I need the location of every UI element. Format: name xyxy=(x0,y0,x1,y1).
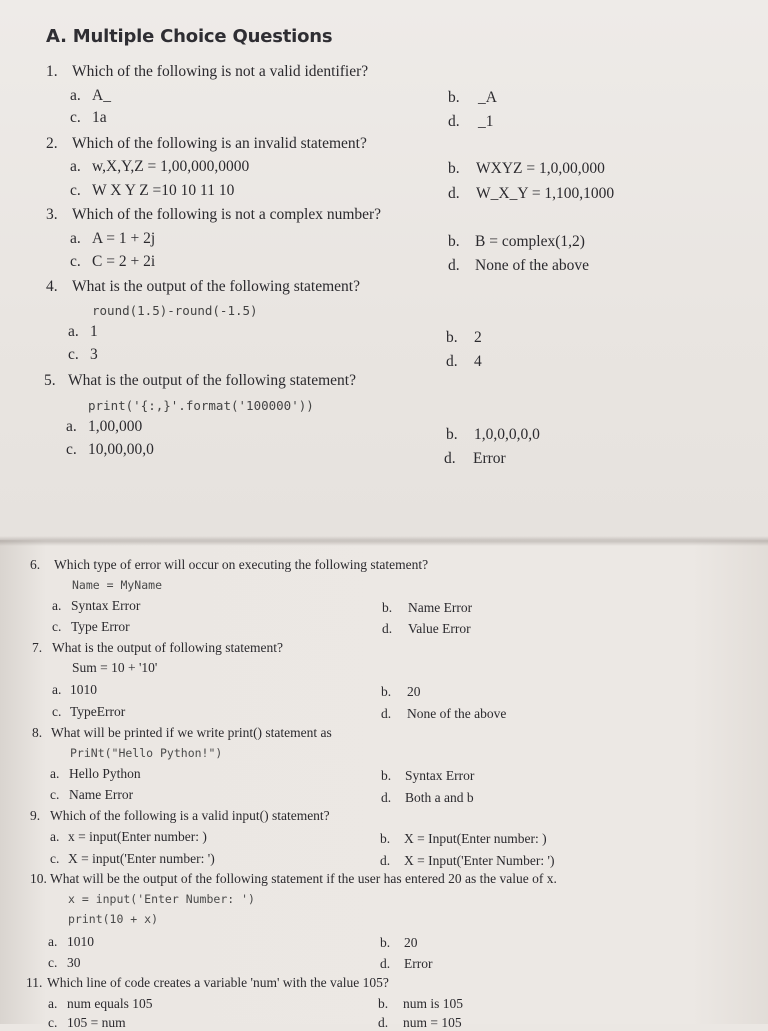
code-line: Sum = 10 + '10' xyxy=(72,660,158,675)
option-d: num = 105 xyxy=(403,1015,462,1030)
option-a: 1010 xyxy=(67,934,94,949)
option-label: c. xyxy=(50,787,60,802)
option-a: 1,00,000 xyxy=(88,418,143,435)
question-text: Which of the following is an invalid statement? xyxy=(72,135,367,152)
option-d: 4 xyxy=(474,353,482,370)
question-text: Which of the following is not a complex number? xyxy=(72,206,382,223)
option-label: b. xyxy=(381,684,392,699)
option-d: _1 xyxy=(478,113,494,130)
option-d: X = Input('Enter Number: ') xyxy=(404,853,555,868)
question-number: 1. xyxy=(46,63,58,80)
code-line: print(10 + x) xyxy=(68,912,159,926)
option-c: 10,00,00,0 xyxy=(88,441,154,458)
option-label: a. xyxy=(68,323,79,340)
option-label: d. xyxy=(380,853,391,868)
question-number: 2. xyxy=(46,135,58,152)
question-text: What will be the output of the following statement if the user has entered 20 as the value of x. xyxy=(50,871,557,886)
option-a: num equals 105 xyxy=(67,996,153,1011)
option-label: a. xyxy=(50,766,60,781)
option-label: d. xyxy=(381,790,392,805)
page-seam xyxy=(0,536,768,546)
question-text: Which of the following is not a valid identifier? xyxy=(72,63,369,80)
option-a: A = 1 + 2j xyxy=(92,230,156,247)
option-label: c. xyxy=(52,619,62,634)
code-line: print('{:,}'.format('100000')) xyxy=(88,398,314,413)
code-line: Name = MyName xyxy=(72,578,163,592)
question-number: 10. xyxy=(30,871,47,886)
option-label: d. xyxy=(444,450,456,467)
option-label: a. xyxy=(66,418,77,435)
question-text: What is the output of following statement? xyxy=(52,640,283,655)
option-label: d. xyxy=(448,185,460,202)
question-text: Which line of code creates a variable 'num' with the value 105? xyxy=(47,975,389,990)
option-d: Both a and b xyxy=(405,790,474,805)
option-label: d. xyxy=(381,706,392,721)
option-c: 3 xyxy=(90,346,98,363)
option-label: c. xyxy=(68,346,79,363)
option-label: a. xyxy=(52,682,62,697)
option-d: W_X_Y = 1,100,1000 xyxy=(476,185,615,202)
option-label: b. xyxy=(446,329,458,346)
question-text: Which type of error will occur on executing the following statement? xyxy=(54,557,429,572)
option-label: b. xyxy=(448,89,460,106)
option-label: c. xyxy=(66,441,77,458)
option-c: Type Error xyxy=(71,619,130,634)
option-c: W X Y Z =10 10 11 10 xyxy=(92,182,235,199)
option-b: Name Error xyxy=(408,600,473,615)
question-text: What is the output of the following statement? xyxy=(72,278,360,295)
question-number: 3. xyxy=(46,206,58,223)
option-d: Error xyxy=(473,450,506,467)
option-a: A_ xyxy=(92,87,111,104)
code-line: PriNt("Hello Python!") xyxy=(70,746,223,760)
option-b: Syntax Error xyxy=(405,768,475,783)
option-b: X = Input(Enter number: ) xyxy=(404,831,547,846)
option-label: b. xyxy=(380,831,391,846)
option-label: d. xyxy=(446,353,458,370)
option-c: 30 xyxy=(67,955,81,970)
option-d: None of the above xyxy=(407,706,507,721)
option-label: c. xyxy=(48,1015,58,1030)
option-a: 1 xyxy=(90,323,98,340)
option-c: Name Error xyxy=(69,787,134,802)
option-b: 1,0,0,0,0,0 xyxy=(474,426,540,443)
option-c: 105 = num xyxy=(67,1015,126,1030)
question-number: 6. xyxy=(30,557,41,572)
question-text: Which of the following is a valid input() statement? xyxy=(50,808,330,823)
option-label: b. xyxy=(448,160,460,177)
question-text: What will be printed if we write print() statement as xyxy=(51,725,332,740)
option-a: Syntax Error xyxy=(71,598,141,613)
option-label: c. xyxy=(70,182,81,199)
option-b: num is 105 xyxy=(403,996,464,1011)
option-a: Hello Python xyxy=(69,766,141,781)
option-label: a. xyxy=(70,158,81,175)
option-label: b. xyxy=(381,768,392,783)
option-label: b. xyxy=(380,935,391,950)
option-label: c. xyxy=(50,851,60,866)
option-d: None of the above xyxy=(475,257,590,274)
question-text: What is the output of the following statement? xyxy=(68,372,356,389)
option-b: 2 xyxy=(474,329,482,346)
option-label: b. xyxy=(378,996,389,1011)
option-label: d. xyxy=(382,621,393,636)
option-label: d. xyxy=(378,1015,389,1030)
option-label: c. xyxy=(48,955,58,970)
question-number: 11. xyxy=(26,975,43,990)
option-b: 20 xyxy=(407,684,421,699)
option-label: b. xyxy=(446,426,458,443)
option-label: d. xyxy=(380,956,391,971)
option-label: a. xyxy=(48,934,58,949)
option-b: 20 xyxy=(404,935,418,950)
option-label: a. xyxy=(70,87,81,104)
option-c: C = 2 + 2i xyxy=(92,253,156,270)
option-label: a. xyxy=(50,829,60,844)
option-label: c. xyxy=(70,109,81,126)
option-label: a. xyxy=(52,598,62,613)
option-label: c. xyxy=(52,704,62,719)
option-b: B = complex(1,2) xyxy=(475,233,585,250)
option-a: x = input(Enter number: ) xyxy=(68,829,207,844)
question-number: 8. xyxy=(32,725,43,740)
question-number: 7. xyxy=(32,640,43,655)
code-line: round(1.5)-round(-1.5) xyxy=(92,303,258,318)
option-b: WXYZ = 1,0,00,000 xyxy=(476,160,605,177)
option-d: Value Error xyxy=(408,621,471,636)
option-a: w,X,Y,Z = 1,00,000,0000 xyxy=(92,158,250,175)
option-c: TypeError xyxy=(70,704,126,719)
option-label: d. xyxy=(448,257,460,274)
question-number: 9. xyxy=(30,808,41,823)
section-heading: A. Multiple Choice Questions xyxy=(46,26,333,47)
option-label: a. xyxy=(48,996,58,1011)
question-number: 4. xyxy=(46,278,58,295)
option-label: b. xyxy=(448,233,460,250)
option-d: Error xyxy=(404,956,433,971)
question-number: 5. xyxy=(44,372,56,389)
option-b: _A xyxy=(478,89,497,106)
option-c: X = input('Enter number: ') xyxy=(68,851,215,866)
code-line: x = input('Enter Number: ') xyxy=(68,892,255,906)
option-label: c. xyxy=(70,253,81,270)
option-label: b. xyxy=(382,600,393,615)
option-label: a. xyxy=(70,230,81,247)
option-c: 1a xyxy=(92,109,107,126)
option-label: d. xyxy=(448,113,460,130)
option-a: 1010 xyxy=(70,682,97,697)
